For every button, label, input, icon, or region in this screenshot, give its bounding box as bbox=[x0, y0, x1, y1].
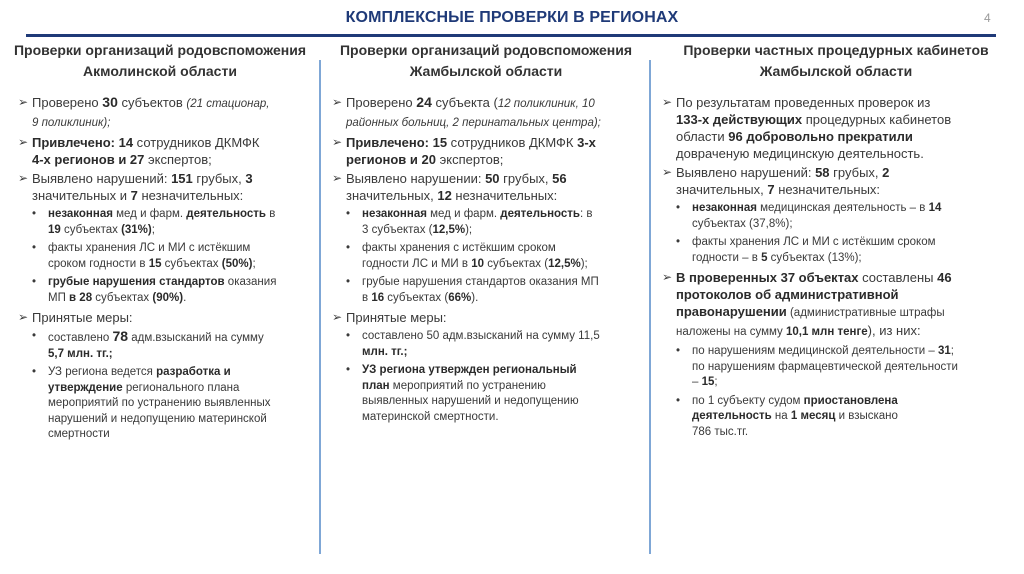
col2-sub-storage: • факты хранения с истёкшим сроком годности ЛС и МИ в 10 субъектах (12,5%); bbox=[346, 242, 588, 270]
col1-item-checked: ➢ Проверено 30 субъектов (21 стационар, 9 поликлиник); bbox=[18, 94, 270, 129]
arrow-bullet-icon: ➢ bbox=[332, 135, 343, 149]
col3-heading: Проверки частных процедурных кабинетов Жамбылской области bbox=[683, 42, 989, 79]
col3-sub-illegal: • незаконная медицинская деятельность – в 14 субъектах (37,8%); bbox=[676, 202, 942, 230]
col2-sub-standards: • грубые нарушения стандартов оказания МП в 16 субъектах (66%). bbox=[346, 276, 599, 304]
col3-item-results: ➢ По результатам проведенных проверок из 133-х действующих процедурных кабинетов области 96 добровольно прекратили довраченую медицинскую деятельность. bbox=[662, 95, 952, 161]
col1-sub-illegal: • незаконная мед и фарм. деятельность в 19 субъектах (31%); bbox=[32, 208, 276, 236]
arrow-bullet-icon: ➢ bbox=[332, 310, 343, 324]
col1-item-violations: ➢ Выявлено нарушений: 151 грубых, 3 значительных и 7 незначительных: bbox=[18, 171, 253, 203]
col1-item-involved: ➢ Привлечено: 14 сотрудников ДКМФК 4-х регионов и 27 экспертов; bbox=[18, 135, 260, 167]
col3-sub-suspended: • по 1 субъекту судом приостановлена деятельность на 1 месяц и взыскано 786 тыс.тг. bbox=[676, 394, 898, 438]
col1-sub-plan: • УЗ региона ведется разработка и утверждение регионального плана мероприятий по устранению выявленных нарушений и недопущению материнской смертности bbox=[32, 366, 271, 440]
arrow-bullet-icon: ➢ bbox=[18, 95, 29, 109]
col2-item-checked: ➢ Проверено 24 субъекта (12 поликлиник, 10 районных больниц, 2 перинатальных центра); bbox=[332, 94, 601, 129]
arrow-bullet-icon: ➢ bbox=[332, 95, 343, 109]
slide-title: КОМПЛЕКСНЫЕ ПРОВЕРКИ В РЕГИОНАХ bbox=[345, 9, 679, 26]
column-divider-1 bbox=[319, 60, 321, 554]
page-number: 4 bbox=[984, 11, 991, 25]
col1-item-measures: ➢ Принятые меры: bbox=[18, 310, 133, 325]
arrow-bullet-icon: ➢ bbox=[662, 270, 673, 284]
col3-body bbox=[662, 94, 996, 440]
col1-sub-standards: • грубые нарушения стандартов оказания МП в 28 субъектах (90%). bbox=[32, 276, 277, 304]
arrow-bullet-icon: ➢ bbox=[662, 165, 673, 179]
arrow-bullet-icon: ➢ bbox=[332, 171, 343, 185]
column-divider-2 bbox=[649, 60, 651, 554]
col1-body bbox=[18, 94, 312, 443]
col2-item-involved: ➢ Привлечено: 15 сотрудников ДКМФК 3-х регионов и 20 экспертов; bbox=[332, 135, 596, 167]
col2-body bbox=[332, 94, 638, 425]
col2-sub-illegal: • незаконная мед и фарм. деятельность: в 3 субъектах (12,5%); bbox=[346, 208, 593, 236]
col2-sub-fines: • составлено 50 адм.взысканий на сумму 11,5 млн. тг.; bbox=[346, 330, 600, 358]
col3-sub-breakdown: • по нарушениям медицинской деятельности – 31; по нарушениям фармацевтической деятельности – 15; bbox=[676, 345, 958, 388]
col1-heading: Проверки организаций родовспоможения Акмолинской области bbox=[13, 42, 306, 79]
col2-item-measures: ➢ Принятые меры: bbox=[332, 310, 447, 325]
col2-heading: Проверки организаций родовспоможения Жамбылской области bbox=[339, 42, 632, 79]
col2-sub-plan: • УЗ региона утвержден региональный план мероприятий по устранению выявленных нарушений и недопущению материнской смертности. bbox=[346, 364, 579, 423]
col3-item-violations: ➢ Выявлено нарушений: 58 грубых, 2 значительных, 7 незначительных: bbox=[662, 165, 890, 197]
arrow-bullet-icon: ➢ bbox=[18, 171, 29, 185]
col3-item-protocols: ➢ В проверенных 37 объектах составлены 46 протоколов об административной правонарушении (административные штрафы наложены на сумму 10,1 млн тенге), из них: bbox=[662, 270, 952, 338]
arrow-bullet-icon: ➢ bbox=[18, 135, 29, 149]
col1-sub-fines: • составлено 78 адм.взысканий на сумму 5,7 млн. тг.; bbox=[32, 328, 264, 360]
header-underline bbox=[26, 34, 996, 37]
col2-item-violations: ➢ Выявлено нарушении: 50 грубых, 56 значительных, 12 незначительных: bbox=[332, 171, 567, 203]
col3-sub-storage: • факты хранения ЛС и МИ с истёкшим сроком годности – в 5 субъектах (13%); bbox=[676, 236, 936, 264]
arrow-bullet-icon: ➢ bbox=[18, 310, 29, 324]
col1-sub-storage: • факты хранения ЛС и МИ с истёкшим сроком годности в 15 субъектах (50%); bbox=[32, 242, 256, 270]
arrow-bullet-icon: ➢ bbox=[662, 95, 673, 109]
